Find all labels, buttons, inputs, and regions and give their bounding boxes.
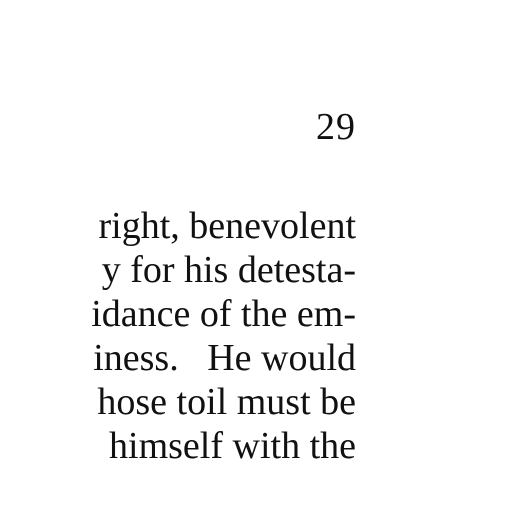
text-line: idance of the em-	[91, 293, 356, 335]
text-line: right, benevolent	[98, 205, 356, 247]
body-text	[0, 204, 356, 468]
text-line: himself with the	[109, 425, 356, 467]
text-line: iness. He would	[93, 337, 356, 379]
text-line: y for his detesta-	[101, 249, 356, 291]
page-number: 29	[316, 106, 356, 148]
text-line: hose toil must be	[97, 381, 356, 423]
